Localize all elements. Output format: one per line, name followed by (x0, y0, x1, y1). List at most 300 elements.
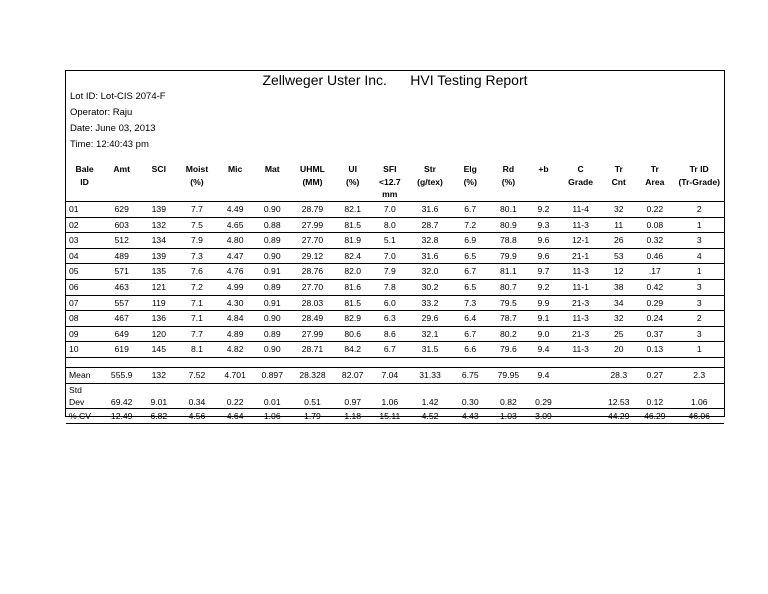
table-cell: 09 (66, 326, 103, 342)
table-cell: 7.3 (452, 295, 489, 311)
table-cell: 0.89 (254, 326, 291, 342)
table-cell: 28.79 (291, 202, 334, 218)
table-cell: 0.90 (254, 248, 291, 264)
table-cell: 0.24 (635, 311, 674, 327)
table-cell: 0.91 (254, 295, 291, 311)
table-row (66, 264, 724, 280)
table-cell: 25 (602, 326, 635, 342)
table-cell: 0.37 (635, 326, 674, 342)
column-header (291, 163, 334, 202)
table-cell: 6.9 (452, 233, 489, 249)
table-cell: 28.03 (291, 295, 334, 311)
table-cell: 4.52 (408, 408, 451, 424)
table-cell: 78.7 (489, 311, 528, 327)
column-header-line: Str (424, 164, 436, 174)
table-cell: 26 (602, 233, 635, 249)
column-header (408, 163, 451, 202)
table-cell: 3 (674, 295, 724, 311)
table-cell: 8.0 (371, 217, 408, 233)
column-header-line: Rd (502, 164, 515, 174)
table-cell: 3 (674, 233, 724, 249)
column-header-line: Moist (185, 164, 209, 174)
table-cell: 0.89 (254, 279, 291, 295)
table-row (66, 217, 724, 233)
table-cell: 2.3 (674, 367, 724, 383)
table-cell: 12.49 (103, 408, 140, 424)
table-cell: 69.42 (103, 396, 140, 409)
table-cell: 33.2 (408, 295, 451, 311)
table-cell: 1.06 (254, 408, 291, 424)
hvi-report (65, 70, 725, 421)
column-header-line (528, 176, 559, 189)
table-cell: 9.3 (528, 217, 559, 233)
std-label-row (66, 383, 724, 396)
table-cell: 0.22 (635, 202, 674, 218)
column-header-line (217, 176, 254, 189)
table-cell: 120 (140, 326, 177, 342)
spacer-cell (103, 357, 140, 367)
results-table (66, 163, 724, 424)
table-cell: 29.12 (291, 248, 334, 264)
table-cell: 145 (140, 342, 177, 358)
table-cell: 7.04 (371, 367, 408, 383)
column-header-line: Mat (264, 164, 280, 174)
column-header-line: Mic (227, 164, 243, 174)
table-cell: 0.34 (177, 396, 216, 409)
table-cell: 9.2 (528, 279, 559, 295)
table-cell: 0.90 (254, 342, 291, 358)
column-header-line: C (577, 164, 584, 174)
spacer-row (66, 357, 724, 367)
table-cell: % CV (66, 408, 103, 424)
column-header (254, 163, 291, 202)
table-cell: 82.4 (334, 248, 371, 264)
table-cell: 0.29 (635, 295, 674, 311)
table-cell: 6.7 (371, 342, 408, 358)
table-cell: 555.9 (103, 367, 140, 383)
column-header-line: <12.7 (378, 176, 401, 187)
table-cell: 0.22 (217, 396, 254, 409)
table-cell: 32.0 (408, 264, 451, 280)
table-cell: 12-1 (559, 233, 602, 249)
table-cell: 27.70 (291, 279, 334, 295)
table-cell: 6.0 (371, 295, 408, 311)
table-cell: 4.49 (217, 202, 254, 218)
table-cell: 0.42 (635, 279, 674, 295)
table-cell: 6.7 (452, 326, 489, 342)
table-cell: 0.32 (635, 233, 674, 249)
table-cell: 28.49 (291, 311, 334, 327)
column-header-line: Cnt (611, 176, 626, 187)
table-cell: 21-3 (559, 326, 602, 342)
table-cell: 4.47 (217, 248, 254, 264)
spacer-cell (452, 357, 489, 367)
column-header-line: Elg (463, 164, 477, 174)
column-header (140, 163, 177, 202)
table-cell: 557 (103, 295, 140, 311)
column-header (103, 163, 140, 202)
table-cell (602, 383, 635, 396)
table-cell (291, 383, 334, 396)
spacer-cell (291, 357, 334, 367)
table-cell: 31.6 (408, 248, 451, 264)
table-cell: 8.1 (177, 342, 216, 358)
table-cell: 9.6 (528, 248, 559, 264)
column-header (559, 163, 602, 202)
table-row (66, 295, 724, 311)
table-cell (334, 383, 371, 396)
table-cell: 7.3 (177, 248, 216, 264)
table-cell: 7.7 (177, 202, 216, 218)
table-cell: 7.52 (177, 367, 216, 383)
column-header (371, 163, 408, 202)
table-cell: 132 (140, 367, 177, 383)
column-header-line (140, 176, 177, 189)
table-cell: 3 (674, 326, 724, 342)
column-header-line (254, 176, 291, 189)
lot-id: Lot ID: Lot-CIS 2074-F (70, 91, 166, 102)
table-cell: 0.01 (254, 396, 291, 409)
table-cell: 132 (140, 217, 177, 233)
table-cell: 7.0 (371, 202, 408, 218)
table-cell: 0.82 (489, 396, 528, 409)
table-row (66, 202, 724, 218)
table-cell: 29.6 (408, 311, 451, 327)
table-cell: 9.1 (528, 311, 559, 327)
table-cell: 1 (674, 342, 724, 358)
table-cell (177, 383, 216, 396)
column-header-line: (%) (346, 176, 360, 187)
table-cell: 82.9 (334, 311, 371, 327)
table-cell: 1 (674, 264, 724, 280)
table-cell: 32.8 (408, 233, 451, 249)
table-cell (254, 383, 291, 396)
column-header-line: Tr (614, 164, 623, 174)
table-cell: 27.99 (291, 326, 334, 342)
spacer-cell (602, 357, 635, 367)
table-cell: 0.90 (254, 311, 291, 327)
table-cell: 7.1 (177, 295, 216, 311)
spacer-cell (334, 357, 371, 367)
spacer-cell (674, 357, 724, 367)
table-cell: 139 (140, 248, 177, 264)
table-row (66, 326, 724, 342)
table-cell: 0.27 (635, 367, 674, 383)
column-header-line: ID (80, 176, 89, 187)
table-row (66, 367, 724, 383)
table-cell: 81.9 (334, 233, 371, 249)
table-cell: 4.43 (452, 408, 489, 424)
column-header (177, 163, 216, 202)
table-cell: 0.46 (635, 248, 674, 264)
table-cell: 7.9 (177, 233, 216, 249)
table-row (66, 248, 724, 264)
table-cell: 0.13 (635, 342, 674, 358)
table-cell: 82.0 (334, 264, 371, 280)
table-cell: Dev (66, 396, 103, 409)
spacer-cell (559, 357, 602, 367)
table-cell: 571 (103, 264, 140, 280)
table-cell: 136 (140, 311, 177, 327)
spacer-cell (66, 357, 103, 367)
table-cell: 15.11 (371, 408, 408, 424)
table-cell: 4.89 (217, 326, 254, 342)
column-header-line: Amt (113, 164, 131, 174)
table-cell: 6.75 (452, 367, 489, 383)
spacer-cell (528, 357, 559, 367)
table-body (66, 202, 724, 424)
table-cell: 1.18 (334, 408, 371, 424)
table-cell: 7.6 (177, 264, 216, 280)
table-cell: 27.99 (291, 217, 334, 233)
table-cell: 0.08 (635, 217, 674, 233)
table-cell: 08 (66, 311, 103, 327)
table-cell: 4.84 (217, 311, 254, 327)
table-cell: 9.4 (528, 367, 559, 383)
column-header-line: Grade (568, 176, 594, 187)
table-cell: 0.51 (291, 396, 334, 409)
table-row (66, 408, 724, 424)
table-cell: 11-3 (559, 264, 602, 280)
table-row (66, 233, 724, 249)
table-cell: 81.1 (489, 264, 528, 280)
table-cell: 5.1 (371, 233, 408, 249)
table-cell (559, 396, 602, 409)
column-header-line: UHML (300, 164, 325, 174)
table-cell: 9.6 (528, 233, 559, 249)
table-cell: 9.0 (528, 326, 559, 342)
table-cell: 489 (103, 248, 140, 264)
table-cell: 1.06 (371, 396, 408, 409)
table-cell: 11-3 (559, 217, 602, 233)
column-header-line: UI (348, 164, 357, 174)
column-header-line: mm (382, 189, 398, 199)
table-cell: 32 (602, 311, 635, 327)
table-cell: 9.2 (528, 202, 559, 218)
table-cell: 11-1 (559, 279, 602, 295)
table-cell: 9.01 (140, 396, 177, 409)
table-cell: 46.06 (674, 408, 724, 424)
spacer-cell (371, 357, 408, 367)
table-cell: 0.29 (528, 396, 559, 409)
table-cell: 0.88 (254, 217, 291, 233)
table-cell: 81.5 (334, 217, 371, 233)
table-cell: 6.3 (371, 311, 408, 327)
table-cell: 2 (674, 311, 724, 327)
table-cell: 121 (140, 279, 177, 295)
table-cell: 6.5 (452, 279, 489, 295)
table-cell: 1.79 (291, 408, 334, 424)
column-header-line: (%) (463, 176, 477, 187)
column-header (602, 163, 635, 202)
table-cell: 21-3 (559, 295, 602, 311)
table-cell: 603 (103, 217, 140, 233)
table-cell: 6.4 (452, 311, 489, 327)
column-header (452, 163, 489, 202)
table-cell (103, 383, 140, 396)
table-cell: 6.5 (452, 248, 489, 264)
table-cell: 46.29 (635, 408, 674, 424)
time: Time: 12:40:43 pm (70, 139, 149, 150)
table-cell (674, 383, 724, 396)
table-cell: 28.328 (291, 367, 334, 383)
table-cell: .17 (635, 264, 674, 280)
table-cell: 79.9 (489, 248, 528, 264)
table-cell: 7.1 (177, 311, 216, 327)
table-cell: 21-1 (559, 248, 602, 264)
table-cell: 78.8 (489, 233, 528, 249)
table-cell: 1 (674, 217, 724, 233)
table-cell: 3 (674, 279, 724, 295)
table-cell: 0.12 (635, 396, 674, 409)
table-cell: 649 (103, 326, 140, 342)
table-cell: 81.5 (334, 295, 371, 311)
spacer-cell (635, 357, 674, 367)
table-cell (559, 367, 602, 383)
table-cell: 4 (674, 248, 724, 264)
column-header (334, 163, 371, 202)
table-cell: 139 (140, 202, 177, 218)
table-cell: 1.06 (674, 396, 724, 409)
table-cell: 7.7 (177, 326, 216, 342)
table-cell: 05 (66, 264, 103, 280)
table-cell: 38 (602, 279, 635, 295)
spacer-cell (254, 357, 291, 367)
table-cell: 463 (103, 279, 140, 295)
table-cell: 79.5 (489, 295, 528, 311)
column-header (489, 163, 528, 202)
table-cell (371, 383, 408, 396)
table-row (66, 342, 724, 358)
table-cell: 9.9 (528, 295, 559, 311)
table-cell: 81.6 (334, 279, 371, 295)
column-header-line: SCI (151, 164, 166, 174)
table-cell (559, 408, 602, 424)
table-row (66, 396, 724, 409)
table-cell: 7.2 (177, 279, 216, 295)
column-header-line: +b (538, 164, 549, 174)
table-cell: 7.2 (452, 217, 489, 233)
spacer-cell (177, 357, 216, 367)
table-cell: 04 (66, 248, 103, 264)
table-cell: 8.6 (371, 326, 408, 342)
table-cell: 32 (602, 202, 635, 218)
table-cell: 6.6 (452, 342, 489, 358)
column-header-line: Bale (75, 164, 94, 174)
table-cell: 80.7 (489, 279, 528, 295)
column-header-line (103, 176, 140, 189)
table-cell: 11-3 (559, 311, 602, 327)
table-cell: 11-3 (559, 342, 602, 358)
table-cell: 80.9 (489, 217, 528, 233)
table-row (66, 279, 724, 295)
table-cell: 6.7 (452, 264, 489, 280)
column-header (674, 163, 724, 202)
table-cell: 7.5 (177, 217, 216, 233)
table-cell: 84.2 (334, 342, 371, 358)
column-header-line: (g/tex) (417, 176, 443, 187)
column-header-line: (MM) (302, 176, 323, 187)
table-cell: 10 (66, 342, 103, 358)
table-cell: 467 (103, 311, 140, 327)
column-header (635, 163, 674, 202)
table-cell: 28.71 (291, 342, 334, 358)
table-cell: 01 (66, 202, 103, 218)
table-cell: 3.09 (528, 408, 559, 424)
table-cell: 31.6 (408, 202, 451, 218)
table-cell: 28.7 (408, 217, 451, 233)
table-cell: 82.1 (334, 202, 371, 218)
column-header-line: Tr ID (689, 164, 709, 174)
table-cell: 28.3 (602, 367, 635, 383)
table-cell: 7.9 (371, 264, 408, 280)
table-cell: 32.1 (408, 326, 451, 342)
table-cell: 119 (140, 295, 177, 311)
table-cell: 07 (66, 295, 103, 311)
table-cell: 31.33 (408, 367, 451, 383)
column-header (217, 163, 254, 202)
table-cell: 80.6 (334, 326, 371, 342)
table-cell: 30.2 (408, 279, 451, 295)
table-cell: 0.89 (254, 233, 291, 249)
table-cell: 4.99 (217, 279, 254, 295)
spacer-cell (140, 357, 177, 367)
table-cell: 1.42 (408, 396, 451, 409)
table-cell: 7.0 (371, 248, 408, 264)
column-header (66, 163, 103, 202)
table-cell: 4.76 (217, 264, 254, 280)
column-header-line: SFI (383, 164, 397, 174)
table-cell: 4.82 (217, 342, 254, 358)
table-cell: 134 (140, 233, 177, 249)
table-cell: 0.90 (254, 202, 291, 218)
table-cell: 27.70 (291, 233, 334, 249)
table-cell: Std (69, 384, 82, 395)
table-cell: 512 (103, 233, 140, 249)
table-cell: 7.8 (371, 279, 408, 295)
operator: Operator: Raju (70, 107, 133, 118)
spacer-cell (217, 357, 254, 367)
table-cell: 4.64 (217, 408, 254, 424)
header-row (66, 163, 724, 202)
table-cell: 4.65 (217, 217, 254, 233)
date: Date: June 03, 2013 (70, 123, 156, 134)
table-cell: 0.91 (254, 264, 291, 280)
table-cell (217, 383, 254, 396)
spacer-cell (489, 357, 528, 367)
table-cell (140, 383, 177, 396)
table-cell: 03 (66, 233, 103, 249)
spacer-cell (408, 357, 451, 367)
table-cell: Mean (66, 367, 103, 383)
table-cell: 0.97 (334, 396, 371, 409)
table-cell (452, 383, 489, 396)
table-row (66, 311, 724, 327)
table-cell: 4.56 (177, 408, 216, 424)
table-cell: 80.2 (489, 326, 528, 342)
table-cell: 4.80 (217, 233, 254, 249)
table-cell: 1.03 (489, 408, 528, 424)
table-cell: 2 (674, 202, 724, 218)
table-cell (635, 383, 674, 396)
report-title: Zellweger Uster Inc. HVI Testing Report (262, 72, 528, 88)
table-cell (489, 383, 528, 396)
table-cell: 20 (602, 342, 635, 358)
column-header-line: (Tr-Grade) (678, 176, 720, 187)
table-cell: 53 (602, 248, 635, 264)
table-cell: 4.30 (217, 295, 254, 311)
column-header-line: Tr (650, 164, 659, 174)
